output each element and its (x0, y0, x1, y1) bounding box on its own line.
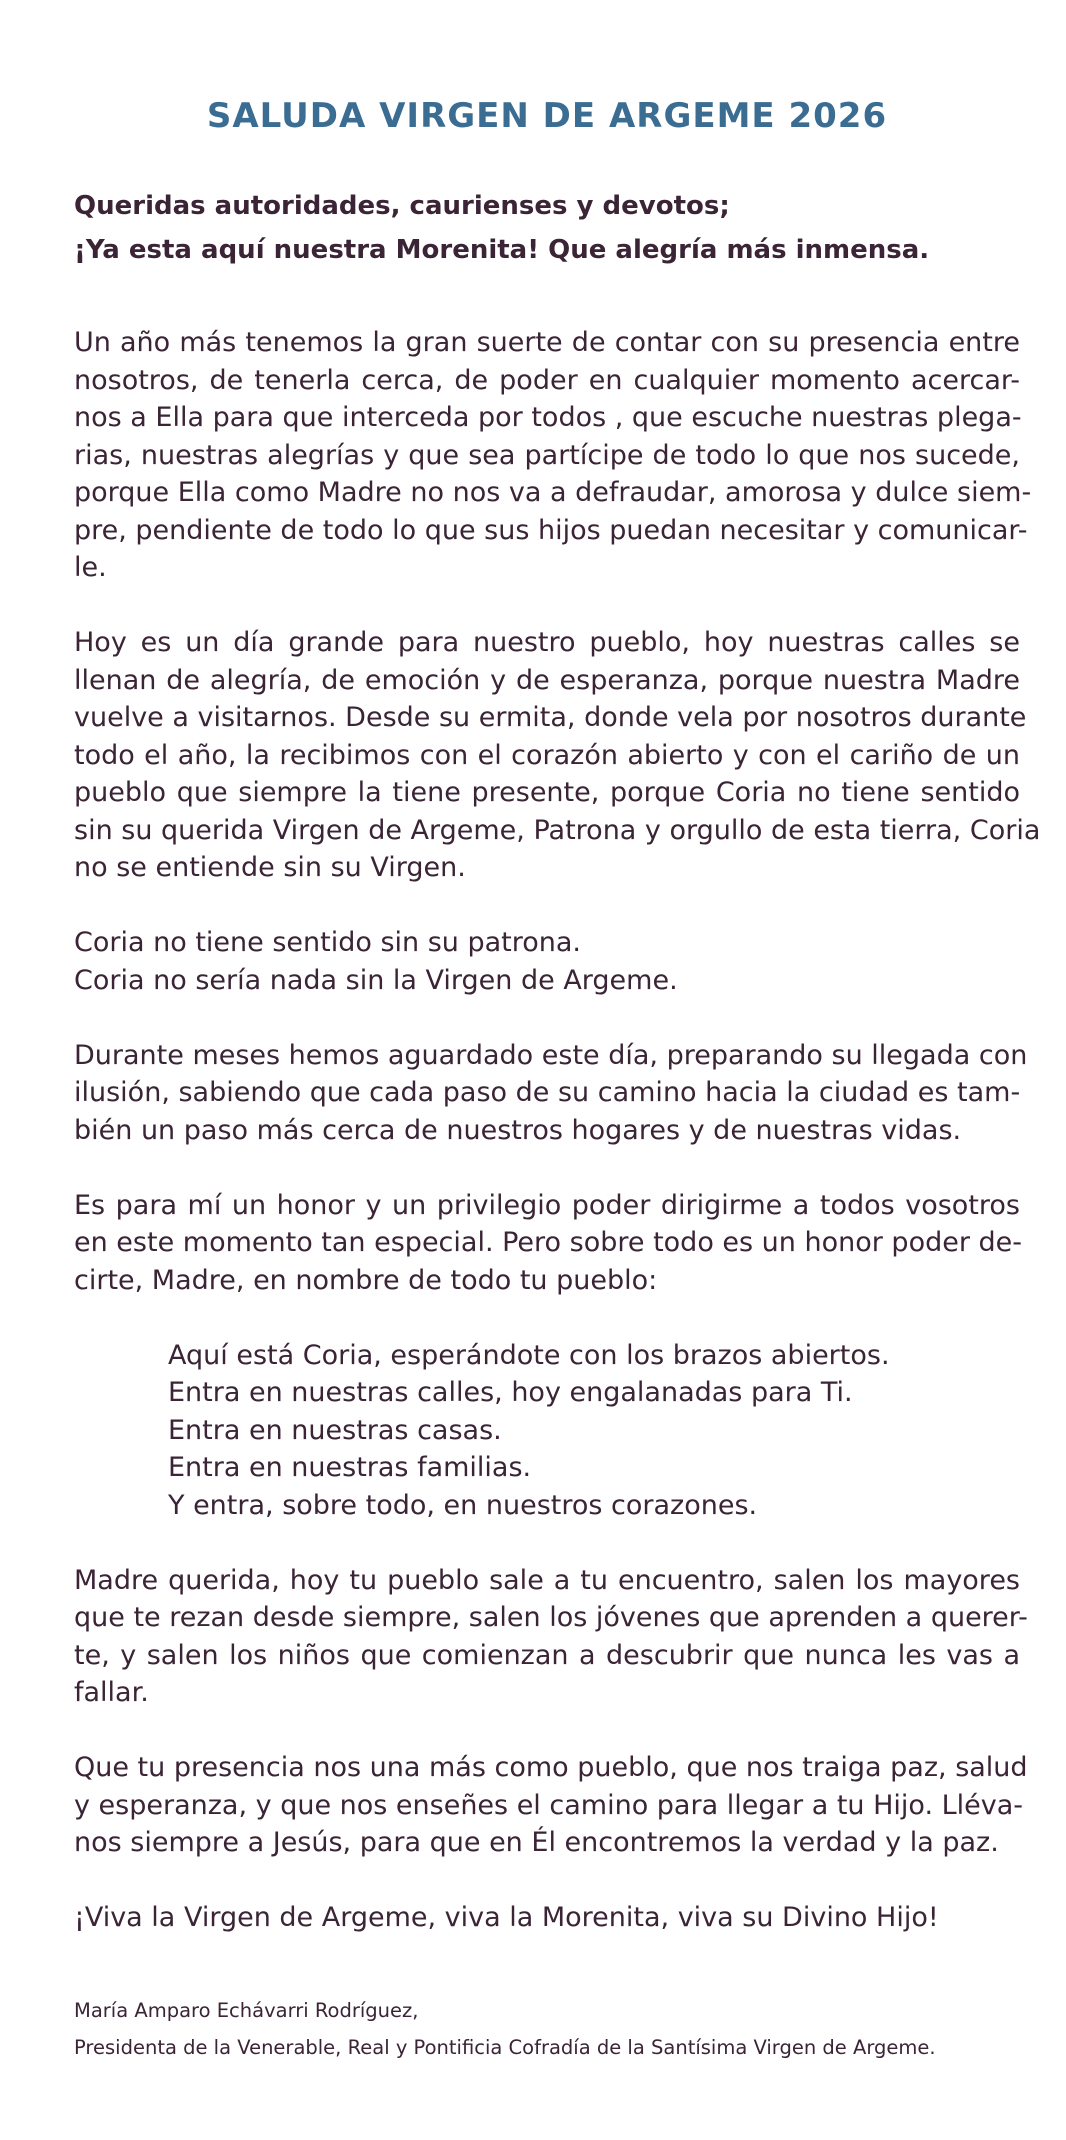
paragraph-8-line: nos siempre a Jesús, para que en Él encontremos la verdad y la paz. (74, 1827, 999, 1858)
greeting-line-2: ¡Ya esta aquí nuestra Morenita! Que alegría más inmensa. (74, 235, 930, 265)
paragraph-4 (74, 1037, 1028, 1150)
paragraph-7-line: te, y salen los niños que comienzan a descubrir que nunca les vas a (74, 1639, 1020, 1671)
paragraph-1 (74, 324, 1032, 587)
paragraph-1-line: porque Ella como Madre no nos va a defraudar, amorosa y dulce siem- (74, 477, 1032, 508)
paragraph-5-line: Es para mí un honor y un privilegio poder dirigirme a todos vosotros (74, 1189, 1020, 1221)
paragraph-3-line: Coria no sería nada sin la Virgen de Argeme. (74, 964, 678, 996)
invocation-block (74, 1337, 1020, 1525)
invocation-line: Aquí está Coria, esperándote con los brazos abiertos. (168, 1339, 890, 1371)
paragraph-4-line: Durante meses hemos aguardado este día, preparando su llegada con (74, 1039, 1028, 1071)
paragraph-1-line: pre, pendiente de todo lo que sus hijos puedan necesitar y comunicar- (74, 514, 1028, 546)
paragraph-1-line: rias, nuestras alegrías y que sea partícipe de todo lo que nos sucede, (74, 439, 1020, 471)
greeting-line-1: Queridas autoridades, caurienses y devotos; (74, 191, 730, 221)
paragraph-2-line: todo el año, la recibimos con el corazón abierto y con el cariño de un (74, 739, 1020, 771)
paragraph-5 (74, 1187, 1023, 1300)
paragraph-2-line: Hoy es un día grande para nuestro pueblo, hoy nuestras calles se (74, 627, 1020, 658)
paragraph-8-line: Que tu presencia nos una más como pueblo, que nos traiga paz, salud (74, 1752, 1028, 1783)
greeting-block (74, 184, 1020, 272)
closing-cheer-line: ¡Viva la Virgen de Argeme, viva la Morenita, viva su Divino Hijo! (74, 1902, 939, 1933)
closing-cheer (74, 1899, 1020, 1937)
paragraph-1-line: le. (74, 552, 107, 583)
paragraph-7-line: Madre querida, hoy tu pueblo sale a tu encuentro, salen los mayores (74, 1564, 1020, 1596)
invocation-line: Entra en nuestras familias. (168, 1452, 532, 1483)
invocation-line: Y entra, sobre todo, en nuestros corazones. (168, 1489, 758, 1521)
signature-role: Presidenta de la Venerable, Real y Pontificia Cofradía de la Santísima Virgen de Argeme. (74, 2036, 936, 2059)
paragraph-2-line: pueblo que siempre la tiene presente, porque Coria no tiene sentido (74, 777, 1020, 808)
paragraph-7 (74, 1562, 1028, 1712)
invocation-line: Entra en nuestras casas. (168, 1414, 502, 1446)
paragraph-2-line: no se entiende sin su Virgen. (74, 852, 466, 883)
signature-block (74, 1992, 1020, 2066)
paragraph-3 (74, 924, 1020, 999)
paragraph-2-line: llenan de alegría, de emoción y de esperanza, porque nuestra Madre (74, 664, 1020, 696)
paragraph-8-line: y esperanza, y que nos enseñes el camino para llegar a tu Hijo. Lléva- (74, 1789, 1024, 1821)
paragraph-3-line: Coria no tiene sentido sin su patrona. (74, 927, 582, 958)
paragraph-1-line: Un año más tenemos la gran suerte de contar con su presencia entre (74, 327, 1020, 358)
paragraph-2-line: sin su querida Virgen de Argeme, Patrona y orgullo de esta tierra, Coria (74, 814, 1041, 846)
paragraph-1-line: nos a Ella para que interceda por todos , que escuche nuestras plega- (74, 402, 1022, 433)
signature-name: María Amparo Echávarri Rodríguez, (74, 1999, 419, 2022)
paragraph-2-line: vuelve a visitarnos. Desde su ermita, donde vela por nosotros durante (74, 702, 1027, 733)
paragraph-8 (74, 1749, 1028, 1862)
paragraph-7-line: que te rezan desde siempre, salen los jóvenes que aprenden a querer- (74, 1602, 1028, 1633)
paragraph-4-line: bién un paso más cerca de nuestros hogares y de nuestras vidas. (74, 1114, 962, 1146)
paragraph-2 (74, 624, 1041, 887)
paragraph-4-line: ilusión, sabiendo que cada paso de su camino hacia la ciudad es tam- (74, 1077, 1021, 1108)
invocation-line: Entra en nuestras calles, hoy engalanadas para Ti. (168, 1377, 853, 1408)
paragraph-5-line: cirte, Madre, en nombre de todo tu pueblo: (74, 1264, 658, 1296)
paragraph-5-line: en este momento tan especial. Pero sobre todo es un honor poder de- (74, 1227, 1023, 1258)
body-text (74, 324, 1041, 1974)
paragraph-1-line: nosotros, de tenerla cerca, de poder en cualquier momento acercar- (74, 364, 1020, 396)
page-title: SALUDA VIRGEN DE ARGEME 2026 (206, 96, 888, 136)
paragraph-7-line: fallar. (74, 1677, 149, 1708)
